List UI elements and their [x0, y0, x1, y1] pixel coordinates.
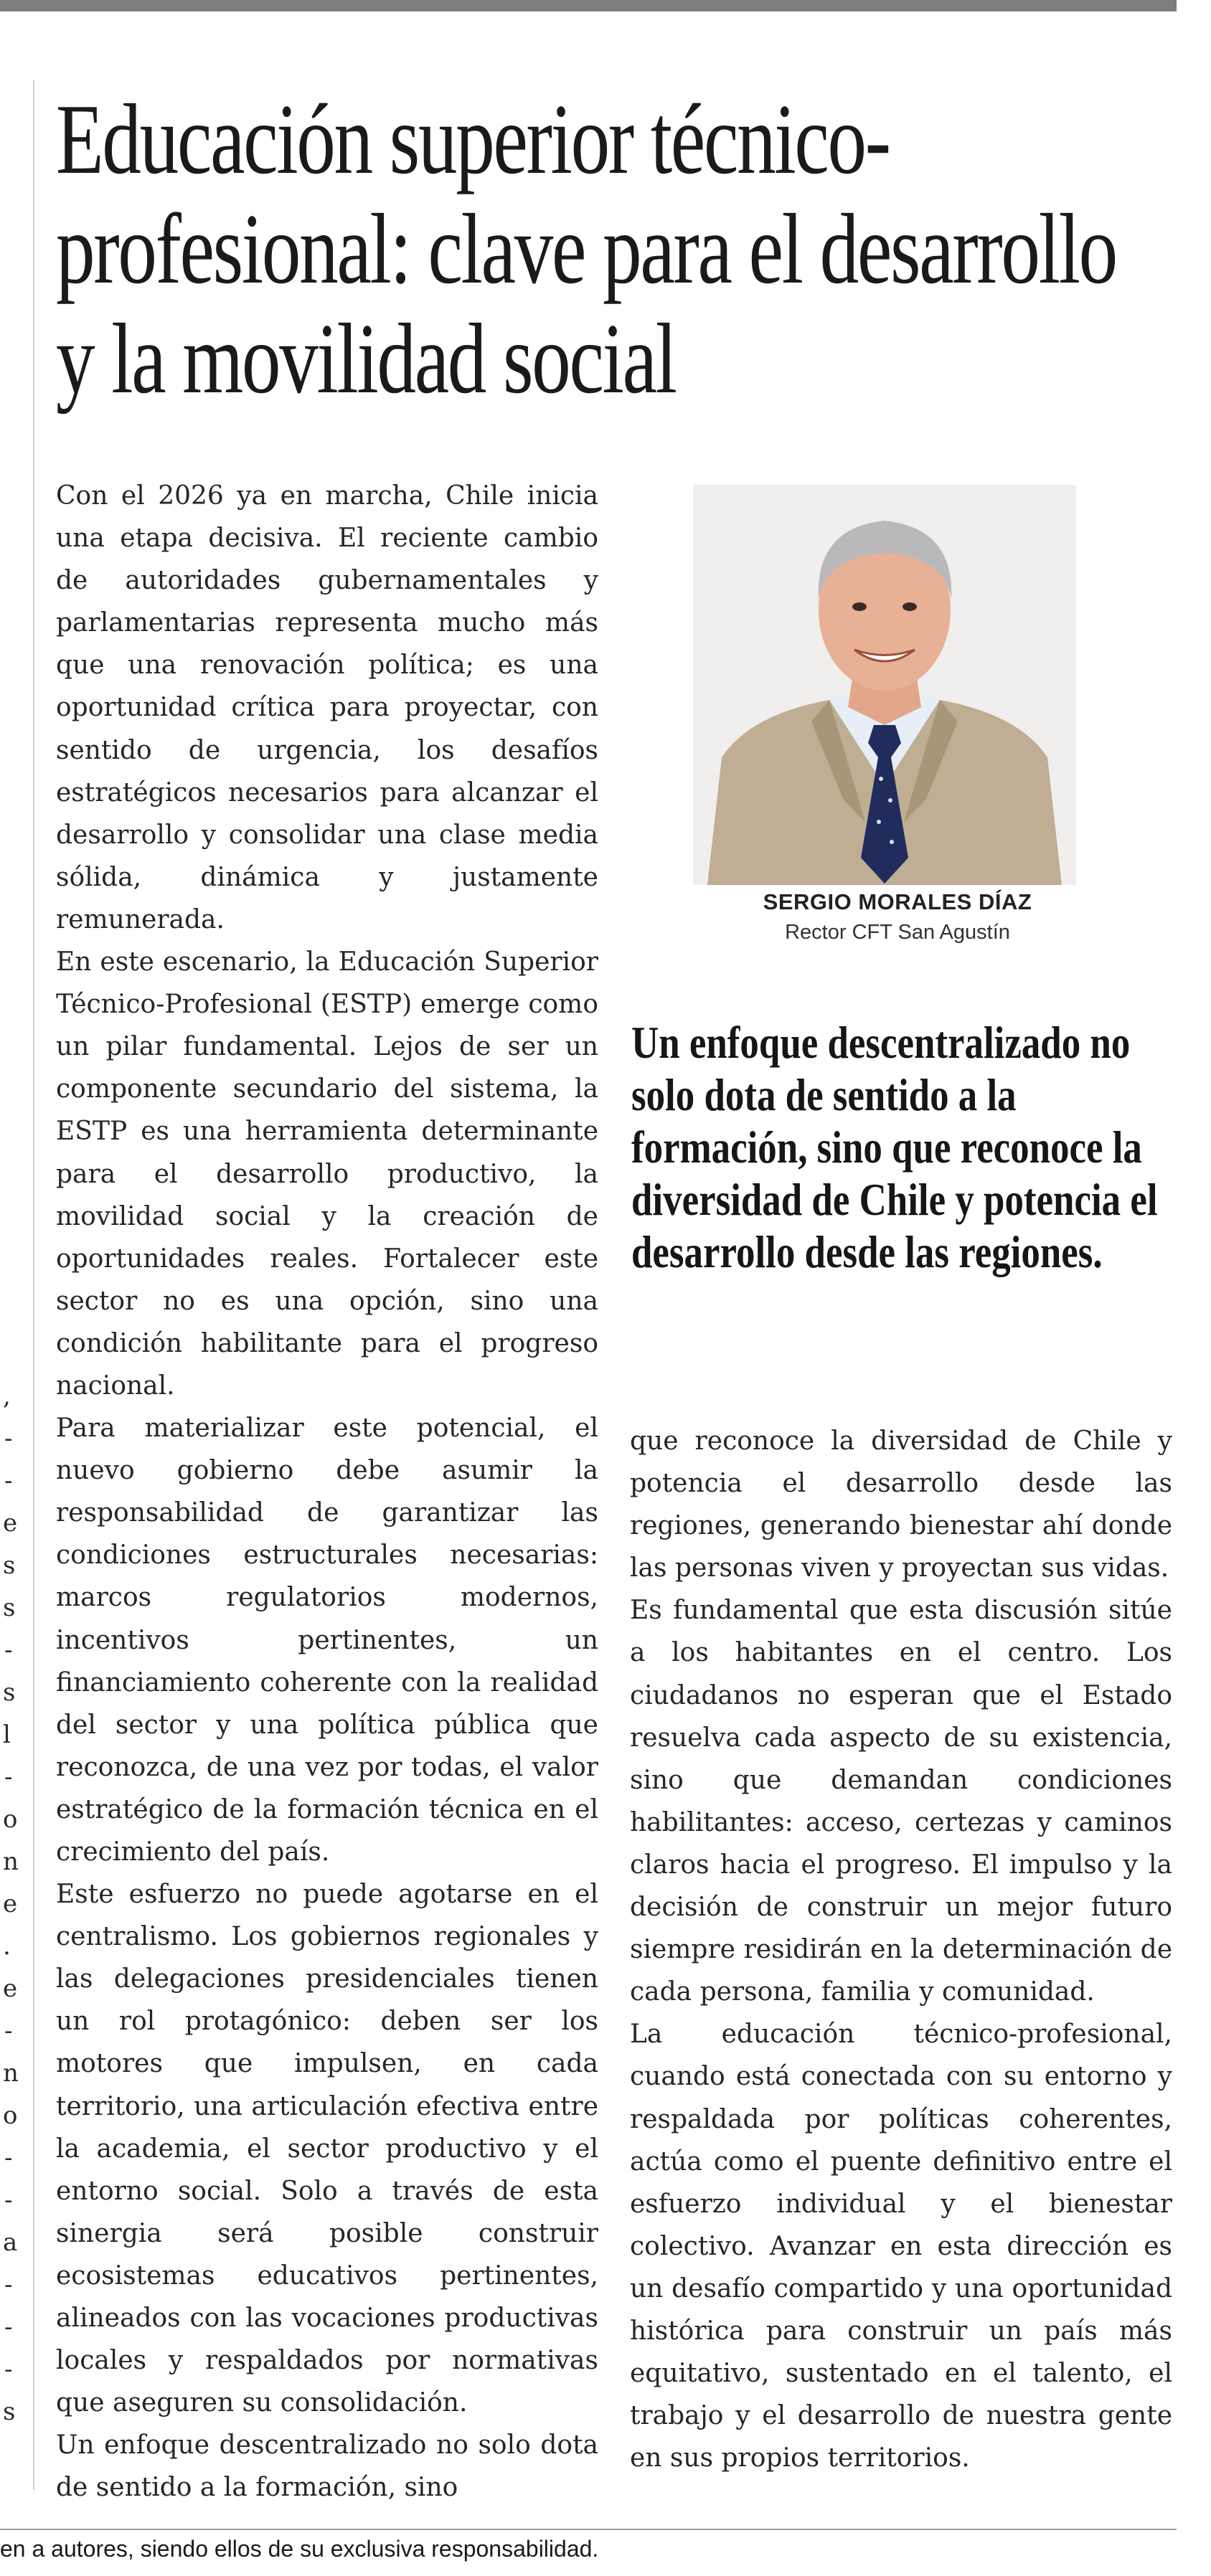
previous-column-fragment: a	[3, 2228, 18, 2257]
paragraph: que reconoce la diversidad de Chile y potencia el desarrollo desde las regiones, generando bienestar ahí donde las personas viven y proyectan sus vidas.	[630, 1426, 1172, 1583]
previous-column-fragment: -	[4, 1763, 13, 1791]
previous-column-fragment: o	[3, 2101, 18, 2130]
previous-column-fragment: s	[3, 1678, 16, 1707]
previous-column-fragment: -	[4, 2144, 13, 2172]
previous-column-fragment: s	[3, 1551, 16, 1580]
previous-column-fragment: -	[4, 2186, 13, 2215]
top-rule-bar	[0, 0, 1177, 11]
previous-column-fragment: n	[3, 2059, 19, 2088]
previous-column-fragment: -	[4, 2270, 13, 2299]
paragraph: Este esfuerzo no puede agotarse en el centralismo. Los gobiernos regionales y las delegaciones presidenciales tienen un rol protagónico: deben ser los motores que impulsen, en cada territorio, una articulación efectiva entre la academia, el sector productivo y el entorno social. Solo a través de esta sinergia será posible construir ecosistemas educativos pertinentes, alineados con las vocaciones productivas locales y respaldados por normativas que aseguren su consolidación.	[56, 1880, 598, 2418]
paragraph: Con el 2026 ya en marcha, Chile inicia una etapa decisiva. El reciente cambio de autoridades gubernamentales y parlamentarias representa mucho más que una renovación política; es una oportunidad crítica para proyectar, con sentido de urgencia, los desafíos estratégicos necesarios para alcanzar el desarrollo y consolidar una clase media sólida, dinámica y justamente remunerada.	[56, 481, 598, 934]
previous-column-fragment: e	[3, 1890, 18, 1918]
paragraph: Para materializar este potencial, el nuevo gobierno debe asumir la responsabilidad de garantizar las condiciones estructurales necesarias: marcos regulatorios modernos, incentivos pertinentes, un financiamiento coherente con la realidad del sector y una política pública que reconozca, de una vez por todas, el valor estratégico de la formación técnica en el crecimiento del país.	[56, 1414, 598, 1867]
author-photo	[693, 485, 1076, 885]
previous-column-fragment: s	[3, 2397, 16, 2426]
column-divider	[33, 80, 34, 2490]
footer-rule	[0, 2529, 1177, 2530]
previous-column-fragment: o	[3, 1805, 18, 1834]
paragraph: La educación técnico-profesional, cuando está conectada con su entorno y respaldada por políticas coherentes, actúa como el puente definitivo entre el esfuerzo individual y el bienestar colectivo. Avanzar en esta dirección es un desafío compartido y una oportunidad histórica para construir un país más equitativo, sustentado en el talento, el trabajo y el desarrollo de nuestra gente en sus propios territorios.	[630, 2019, 1172, 2473]
author-portrait-illustration	[693, 485, 1076, 885]
paragraph: En este escenario, la Educación Superior Técnico-Profesional (ESTP) emerge como un pilar fundamental. Lejos de ser un componente secundario del sistema, la ESTP es una herramienta determinante para el desarrollo productivo, la movilidad social y la creación de oportunidades reales. Fortalecer este sector no es una opción, sino una condición habilitante para el progreso nacional.	[56, 947, 598, 1401]
paragraph: Un enfoque descentralizado no solo dota de sentido a la formación, sino	[56, 2430, 598, 2503]
previous-column-fragment: -	[4, 2313, 13, 2341]
article-body-left-column	[56, 475, 598, 2509]
footer-disclaimer: en a autores, siendo ellos de su exclusiva responsabilidad.	[0, 2536, 599, 2562]
article-body-right-column	[630, 1420, 1172, 2479]
previous-column-fragment: ,	[3, 1382, 11, 1411]
article-headline: Educación superior técnico-profesional: clave para el desarrollo y la movilidad social	[56, 84, 1116, 415]
author-name: SERGIO MORALES DÍAZ	[763, 889, 1032, 914]
previous-column-fragment: s	[3, 1594, 16, 1622]
previous-column-fragment: n	[3, 1847, 19, 1876]
previous-column-fragment: -	[4, 1636, 13, 1665]
pull-quote: Un enfoque descentralizado no solo dota de sentido a la formación, sino que reconoce la diversidad de Chile y potencia el desarrollo desde las regiones.	[631, 1018, 1158, 1277]
previous-column-fragment: -	[4, 2017, 13, 2045]
previous-column-fragment: -	[4, 1467, 13, 1495]
previous-column-fragment: .	[3, 1932, 11, 1961]
previous-column-fragment: l	[3, 1720, 11, 1749]
author-role: Rector CFT San Agustín	[785, 921, 1010, 944]
previous-column-fragment: -	[4, 2355, 13, 2384]
previous-column-fragment: e	[3, 1509, 18, 1538]
previous-column-fragment: e	[3, 1974, 18, 2003]
paragraph: Es fundamental que esta discusión sitúe a los habitantes en el centro. Los ciudadanos no esperan que el Estado resuelva cada aspecto de su existencia, sino que demandan condiciones habilitantes: acceso, certezas y caminos claros hacia el progreso. El impulso y la decisión de construir un mejor futuro siempre residirán en la determinación de cada persona, familia y comunidad.	[630, 1596, 1172, 2007]
previous-column-fragment: -	[4, 1424, 13, 1453]
